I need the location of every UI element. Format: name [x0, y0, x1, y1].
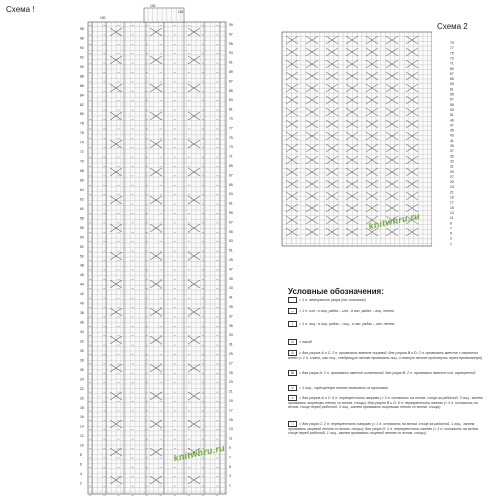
row-number-scheme2: 73 [450, 56, 454, 61]
scheme2-grid [282, 32, 446, 246]
row-number-left: 38 [80, 311, 84, 316]
row-number-right: 63 [229, 192, 233, 197]
row-number-left: 72 [80, 150, 84, 155]
row-number-scheme2: 25 [450, 180, 454, 185]
row-number-left: 92 [80, 55, 84, 60]
row-number-right: 55 [229, 229, 233, 234]
row-number-scheme2: 7 [450, 226, 452, 231]
row-number-left: 64 [80, 187, 84, 192]
row-number-left: 34 [80, 330, 84, 335]
row-number-left: 74 [80, 140, 84, 145]
row-number-right: 27 [229, 361, 233, 366]
row-number-right: 21 [229, 389, 233, 394]
legend-title: Условные обозначения: [288, 287, 384, 296]
row-number-scheme2: 53 [450, 107, 454, 112]
row-number-scheme2: 43 [450, 133, 454, 138]
legend-text: = 1 п. жемчужного узора (см. описание) [299, 297, 366, 302]
row-number-left: 28 [80, 358, 84, 363]
row-number-left: 58 [80, 216, 84, 221]
row-number-left: 96 [80, 36, 84, 41]
row-number-scheme2: 35 [450, 154, 454, 159]
row-number-right: 5 [229, 464, 231, 469]
row-number-right: 37 [229, 314, 233, 319]
row-number-right: 51 [229, 248, 233, 253]
row-number-scheme2: 63 [450, 82, 454, 87]
row-number-scheme2: 49 [450, 118, 454, 123]
row-number-left: 88 [80, 74, 84, 79]
row-number-left: 70 [80, 159, 84, 164]
legend-text: = для узора С: 2 п. перекрестить направо (= 1 п. оставить на вспом. спице за работой, 1 лиц., затем провязать лицевой петлю со вспом. спицы); для узора D: 2 п. перекрестить налево (= 1 п. оставить на вспом. спице перед работой, 1 лиц., затем провязать лицевой петлю со вспом. спицы) [288, 421, 479, 436]
row-number-right: 15 [229, 417, 233, 422]
row-number-right: 45 [229, 276, 233, 281]
row-number-right: 23 [229, 380, 233, 385]
row-number-scheme2: 77 [450, 46, 454, 51]
row-number-right: 67 [229, 173, 233, 178]
row-number-right: 9 [229, 446, 231, 450]
row-number-scheme2: 1 [450, 241, 452, 246]
row-number-right: 71 [229, 154, 233, 159]
row-number-scheme2: 45 [450, 128, 454, 133]
legend-symbol-icon: | [288, 321, 297, 327]
row-number-right: 11 [229, 436, 233, 441]
row-number-left: 52 [80, 244, 84, 249]
row-number-right: 99 [229, 23, 233, 27]
row-number-right: 19 [229, 399, 233, 403]
legend-text: = 1 лиц., скрещенную петлю вывязать из протяжки [299, 385, 389, 390]
legend-symbol-icon: — [288, 308, 297, 314]
row-number-right: 77 [229, 126, 233, 131]
scheme2-title: Схема 2 [437, 22, 468, 31]
row-number-scheme2: 9 [450, 221, 452, 226]
row-number-scheme2: 21 [450, 190, 454, 195]
legend-text: = накид [299, 339, 312, 344]
row-number-left: 24 [80, 377, 84, 382]
row-number-right: 69 [229, 164, 233, 168]
row-number-left: 44 [80, 282, 84, 287]
row-number-right: 73 [229, 145, 233, 150]
legend-symbol-icon: ≡ [288, 395, 297, 401]
row-number-left: 84 [80, 93, 84, 98]
row-number-right: 47 [229, 267, 233, 272]
legend-text: = 1 п. изн.: в лиц. рядах – изн., в изн. рядах – лиц. петли [299, 308, 395, 313]
row-number-left: 66 [80, 178, 84, 183]
row-number-scheme2: 39 [450, 144, 454, 148]
row-number-left: 54 [80, 235, 84, 240]
row-number-scheme2: 11 [450, 216, 454, 221]
row-number-scheme2: 61 [450, 87, 454, 92]
row-number-left: 78 [80, 121, 84, 126]
row-number-right: 89 [229, 70, 233, 74]
row-number-left: 22 [80, 386, 84, 391]
legend-symbol-icon: V [288, 385, 297, 391]
legend-item [288, 297, 488, 303]
legend-item [288, 385, 488, 391]
row-number-left: 94 [80, 45, 84, 50]
row-number-scheme2: 51 [450, 113, 454, 118]
row-number-top: 101 [178, 10, 184, 14]
row-number-top: 100 [100, 16, 106, 20]
row-number-left: 80 [80, 112, 84, 117]
row-number-scheme2: 75 [450, 51, 454, 56]
legend-text: = для узоров А и С: 2 п. провязать вместе лицевой; для узоров В и D: 2 п. провязать вместе с наклоном влево (= 1 п. снять, как лиц., следующую петлю провязать лиц. и снятую петлю протянуть через провязанную) [288, 350, 483, 360]
row-number-right: 95 [229, 41, 233, 46]
row-number-left: 16 [80, 415, 84, 420]
row-number-right: 65 [229, 182, 233, 187]
row-number-scheme2: 41 [450, 138, 454, 143]
watermark: knitwhru.ru [367, 210, 421, 232]
row-number-left: 48 [80, 263, 84, 268]
row-number-left: 40 [80, 301, 84, 306]
legend-item [288, 339, 488, 345]
row-number-scheme2: 19 [450, 195, 454, 200]
row-number-right: 57 [229, 220, 233, 225]
row-number-scheme2: 3 [450, 236, 452, 241]
row-number-top: 102 [150, 4, 156, 8]
watermark: knitwhru.ru [172, 442, 226, 464]
row-number-left: 12 [80, 434, 84, 439]
row-number-left: 36 [80, 320, 84, 325]
row-number-right: 83 [229, 98, 233, 103]
row-number-right: 17 [229, 408, 233, 413]
legend-symbol-icon: Ж [288, 370, 297, 376]
row-number-right: 13 [229, 427, 233, 432]
scheme1-grid [88, 8, 226, 496]
row-number-right: 41 [229, 295, 233, 300]
legend-symbol-icon: U [288, 339, 297, 345]
row-number-left: 68 [80, 169, 84, 174]
row-number-right: 35 [229, 323, 233, 328]
legend-symbol-icon: ⤫ [288, 421, 297, 427]
row-number-right: 43 [229, 286, 233, 291]
row-number-right: 61 [229, 201, 233, 206]
row-number-scheme2: 15 [450, 205, 454, 210]
row-number-left: 50 [80, 254, 84, 259]
row-number-scheme2: 55 [450, 102, 454, 107]
row-number-scheme2: 71 [450, 61, 454, 66]
row-number-right: 81 [229, 107, 233, 112]
row-number-left: 56 [80, 225, 84, 230]
row-number-left: 2 [80, 481, 82, 486]
row-number-left: 20 [80, 396, 84, 401]
row-number-left: 86 [80, 83, 84, 88]
legend-item [288, 321, 488, 327]
scheme2-edge-mask [432, 32, 446, 246]
row-number-left: 4 [80, 472, 82, 477]
row-number-right: 91 [229, 60, 233, 65]
row-number-left: 90 [80, 64, 84, 69]
row-number-right: 25 [229, 370, 233, 375]
row-number-right: 39 [229, 305, 233, 309]
row-number-left: 62 [80, 197, 84, 202]
row-number-left: 42 [80, 292, 84, 297]
row-number-left: 6 [80, 462, 82, 467]
row-number-scheme2: 23 [450, 185, 454, 190]
row-number-scheme2: 29 [450, 169, 454, 174]
legend-item [288, 395, 488, 410]
row-number-left: 76 [80, 131, 84, 136]
row-number-right: 93 [229, 51, 233, 56]
row-number-left: 8 [80, 453, 82, 458]
row-number-scheme2: 27 [450, 174, 454, 179]
legend-text: = 1 п. лиц.: в лиц. рядах – лиц., в изн. рядах – изн. петли [299, 321, 395, 326]
row-number-right: 49 [229, 258, 233, 262]
row-number-scheme2: 57 [450, 97, 454, 102]
row-number-scheme2: 47 [450, 123, 454, 128]
row-number-left: 46 [80, 273, 84, 278]
row-number-right: 31 [229, 342, 233, 347]
row-number-scheme2: 37 [450, 149, 454, 154]
legend-text: = для узора А: 2 п. провязать вместе изнаночной; для узора В: 2 п. провязать вместе изн. скрещенной [299, 370, 476, 375]
row-number-scheme2: 67 [450, 71, 454, 76]
legend-item [288, 308, 488, 314]
row-number-scheme2: 65 [450, 77, 454, 82]
row-number-right: 79 [229, 117, 233, 121]
row-number-left: 82 [80, 102, 84, 107]
row-number-left: 30 [80, 348, 84, 353]
row-number-left: 10 [80, 443, 84, 448]
row-number-right: 53 [229, 239, 233, 244]
row-number-left: 18 [80, 405, 84, 410]
legend-item [288, 421, 488, 436]
row-number-scheme2: 13 [450, 210, 454, 215]
row-number-scheme2: 79 [450, 41, 454, 45]
row-number-left: 26 [80, 367, 84, 372]
legend-item [288, 370, 488, 376]
row-number-right: 7 [229, 455, 231, 460]
row-number-right: 97 [229, 32, 233, 37]
legend-text: = для узоров А и С: 6 п. перекрестить направо (= 3 п. оставить на вспом. спице за работой, 3 лиц., затем провязать лицевыми петли со вспом. спицы); для узоров В и D: 6 п. перекрестить налево (= 3 п. оставить на вспом. спице перед работой, 3 лиц., затем провязать лицевыми петли со вспом. спицы) [288, 395, 483, 410]
row-number-right: 3 [229, 474, 231, 479]
row-number-left: 98 [80, 27, 84, 31]
legend-symbol-icon: Δ [288, 350, 297, 356]
row-number-right: 85 [229, 88, 233, 93]
row-number-left: 32 [80, 339, 84, 344]
row-number-scheme2: 31 [450, 164, 454, 169]
row-number-left: 14 [80, 424, 84, 429]
row-number-scheme2: 17 [450, 200, 454, 205]
scheme1-title: Схема ! [6, 5, 35, 14]
row-number-right: 75 [229, 135, 233, 140]
row-number-right: 87 [229, 79, 233, 84]
row-number-scheme2: 59 [450, 92, 454, 97]
row-number-right: 1 [229, 483, 231, 488]
row-number-right: 29 [229, 352, 233, 356]
row-number-scheme2: 69 [450, 66, 454, 71]
row-number-right: 33 [229, 333, 233, 338]
row-number-right: 59 [229, 211, 233, 215]
row-number-scheme2: 5 [450, 231, 452, 236]
legend-symbol-icon [288, 297, 297, 303]
row-number-scheme2: 33 [450, 159, 454, 164]
row-number-left: 60 [80, 206, 84, 211]
legend-item [288, 350, 488, 360]
